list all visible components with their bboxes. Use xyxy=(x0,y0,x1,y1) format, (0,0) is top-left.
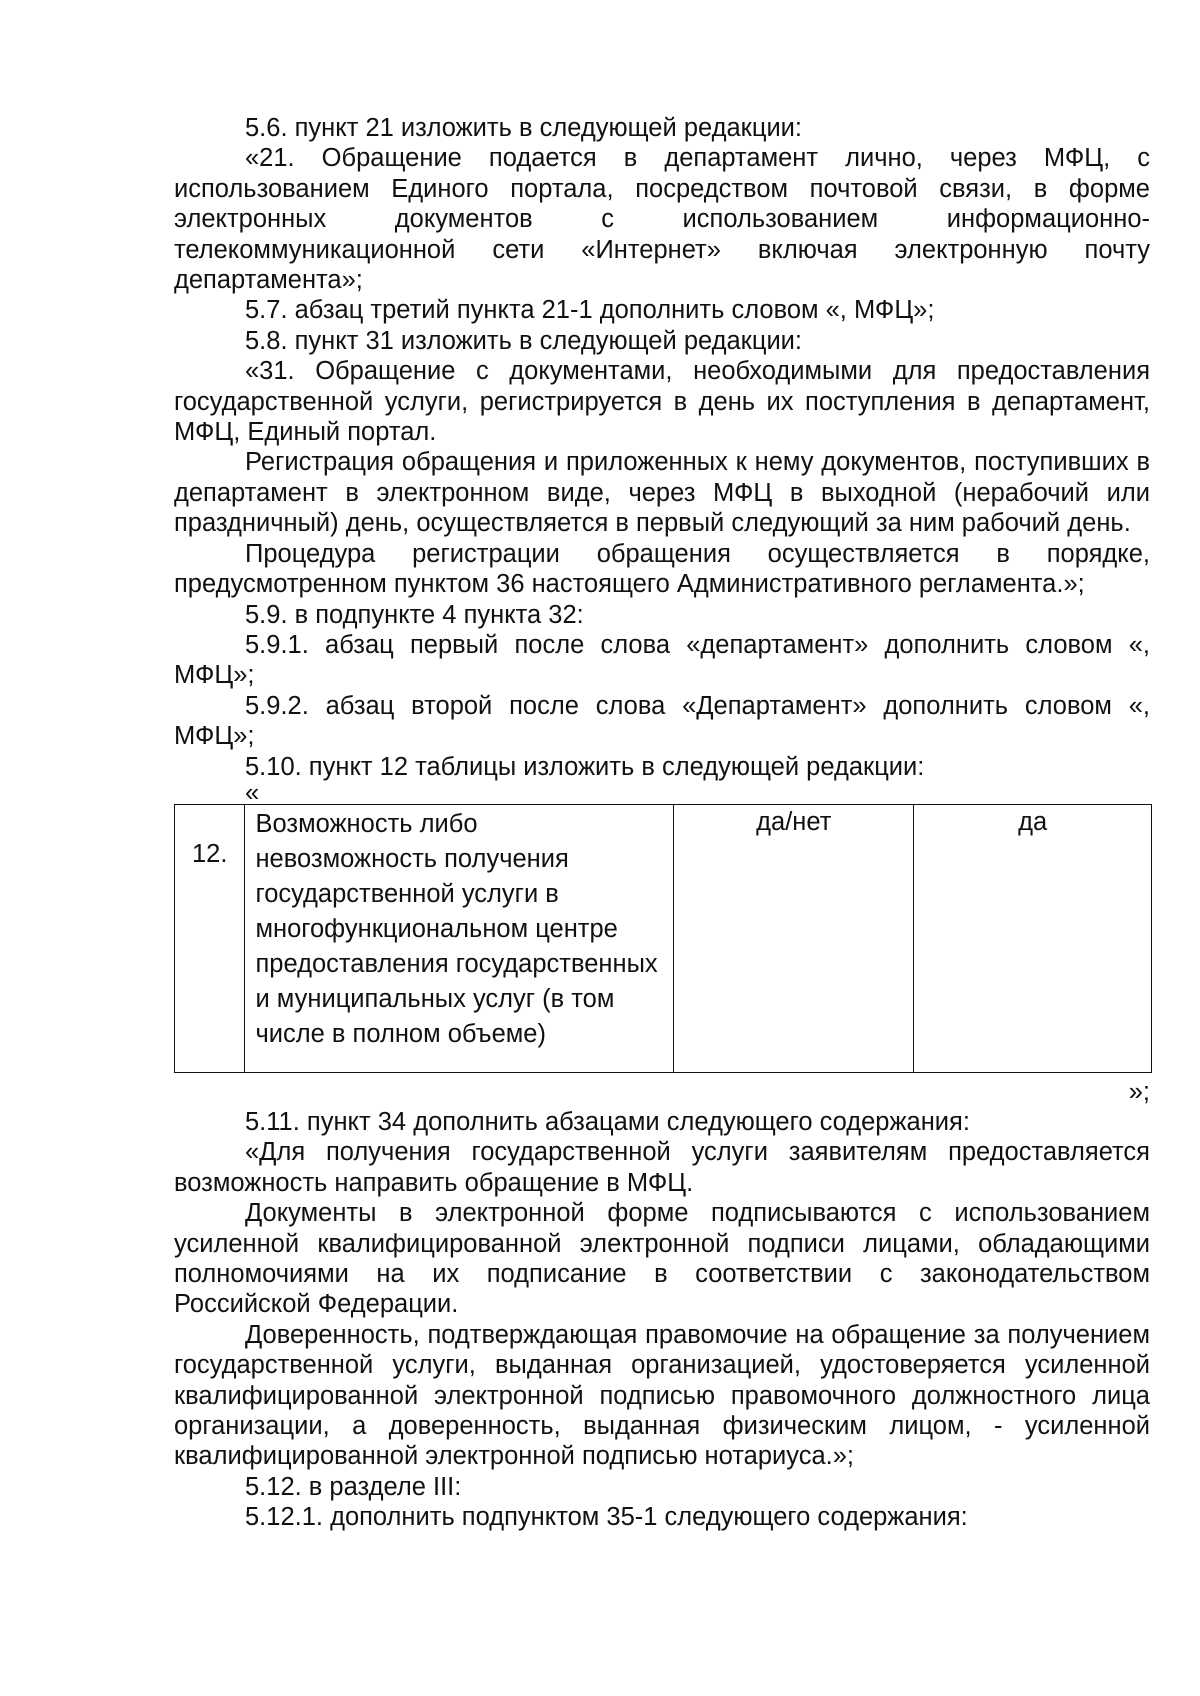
paragraph: «21. Обращение подается в департамент лично, через МФЦ, с использованием Единого портала, посредством почтовой связи, в форме электронных документов с использованием информационно-телекоммуникационной сети «Интернет» включая электронную почту департамента»; xyxy=(174,144,1150,295)
opening-quote: « xyxy=(245,778,260,807)
paragraph: 5.12.1. дополнить подпунктом 35-1 следующего содержания: xyxy=(245,1503,968,1532)
paragraph: Регистрация обращения и приложенных к нему документов, поступивших в департамент в электронном виде, через МФЦ в выходной (нерабочий или праздничный) день, осуществляется в первый следующий за ним рабочий день. xyxy=(174,448,1150,538)
document-page xyxy=(174,113,1150,1533)
paragraph: 5.10. пункт 12 таблицы изложить в следующей редакции: xyxy=(245,752,925,781)
table-row xyxy=(175,804,1152,1072)
paragraph: 5.8. пункт 31 изложить в следующей редакции: xyxy=(245,326,803,355)
paragraph: 5.7. абзац третий пункта 21-1 дополнить словом «, МФЦ»; xyxy=(245,296,935,325)
closing-quote: »; xyxy=(1128,1077,1150,1106)
paragraph: 5.9.1. абзац первый после слова «департамент» дополнить словом «, МФЦ»; xyxy=(174,630,1150,690)
paragraph: 5.9. в подпункте 4 пункта 32: xyxy=(245,600,584,629)
paragraph: 5.6. пункт 21 изложить в следующей редакции: xyxy=(245,114,803,142)
paragraph: Документы в электронной форме подписываются с использованием усиленной квалифицированной электронной подписи лицами, обладающими полномочиями на их подписание в соответствии с законодательством Российской Федерации. xyxy=(174,1199,1150,1319)
paragraph: Доверенность, подтверждающая правомочие на обращение за получением государственной услуги, выданная организацией, удостоверяется усиленной квалифицированной электронной подписью правомочного должностного лица организации, а доверенность, выданная физическим лицом, - усиленной квалифицированной электронной подписью нотариуса.»; xyxy=(174,1320,1150,1471)
row-number: 12. xyxy=(192,839,228,868)
description-cell: Возможность либо невозможность получения государственной услуги в многофункциональном центре предоставления государственных и муниципальных услуг (в том числе в полном объеме) xyxy=(245,804,674,1072)
paragraph: «31. Обращение с документами, необходимыми для предоставления государственной услуги, регистрируется в день их поступления в департамент, МФЦ, Единый портал. xyxy=(174,357,1150,447)
paragraph: Процедура регистрации обращения осуществляется в порядке, предусмотренном пунктом 36 настоящего Административного регламента.»; xyxy=(174,539,1150,599)
paragraph: «Для получения государственной услуги заявителям предоставляется возможность направить обращение в МФЦ. xyxy=(174,1138,1150,1197)
value-cell: да xyxy=(914,804,1152,1072)
paragraph: 5.11. пункт 34 дополнить абзацами следующего содержания: xyxy=(245,1107,970,1136)
paragraph: 5.9.2. абзац второй после слова «Департамент» дополнить словом «, МФЦ»; xyxy=(174,691,1150,751)
options-cell: да/нет xyxy=(674,804,914,1072)
row-number-cell xyxy=(175,804,245,1072)
paragraph: 5.12. в разделе III: xyxy=(245,1472,462,1501)
amendment-table xyxy=(174,804,1152,1073)
